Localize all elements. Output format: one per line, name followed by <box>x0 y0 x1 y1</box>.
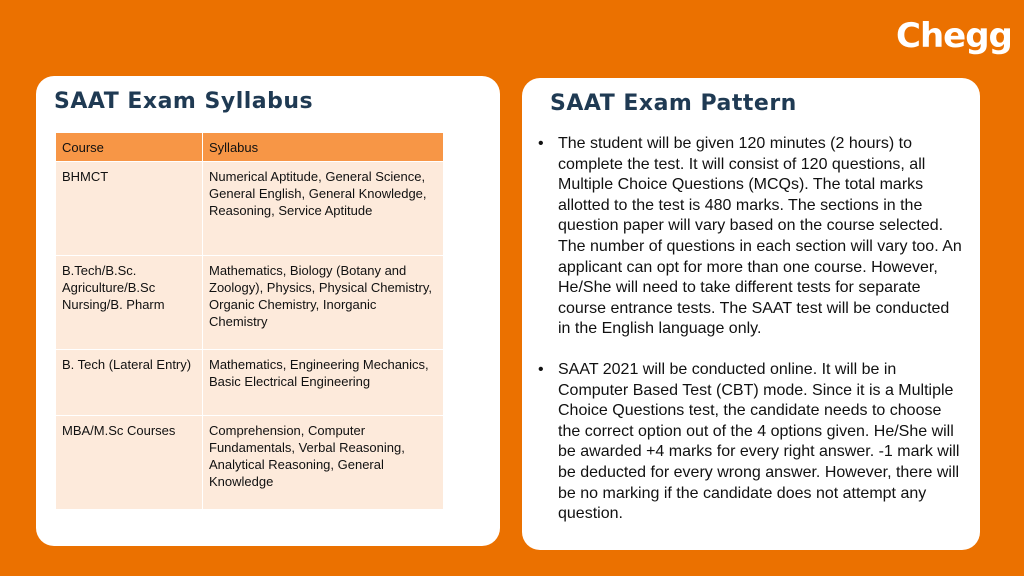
table-row <box>56 416 444 510</box>
course-cell: BHMCT <box>56 162 203 256</box>
column-header-course: Course <box>56 133 203 162</box>
syllabus-cell: Mathematics, Engineering Mechanics, Basic Electrical Engineering <box>203 350 444 416</box>
syllabus-card <box>36 76 500 546</box>
pattern-title: SAAT Exam Pattern <box>550 91 797 116</box>
syllabus-cell: Mathematics, Biology (Botany and Zoology), Physics, Physical Chemistry, Organic Chemistry, Inorganic Chemistry <box>203 256 444 350</box>
table-row <box>56 350 444 416</box>
pattern-point-text: SAAT 2021 will be conducted online. It will be in Computer Based Test (CBT) mode. Since it is a Multiple Choice Questions test, the candidate needs to choose the correct option out of the 4 options given. He/She will be awarded +4 marks for every right answer. -1 mark will be deducted for every wrong answer. However, there will be no marking if the candidate does not attempt any question. <box>558 360 960 523</box>
course-cell: MBA/M.Sc Courses <box>56 416 203 510</box>
list-item <box>538 360 962 525</box>
list-item <box>538 134 962 340</box>
table-row <box>56 256 444 350</box>
table-row <box>56 162 444 256</box>
course-cell: B.Tech/B.Sc. Agriculture/B.Sc Nursing/B. Pharm <box>56 256 203 350</box>
chegg-logo: Chegg <box>896 16 1012 56</box>
column-header-syllabus: Syllabus <box>203 133 444 162</box>
pattern-point-text: The student will be given 120 minutes (2 hours) to complete the test. It will consist of 120 questions, all Multiple Choice Questions (MCQs). The total marks allotted to the test is 480 marks. The sections in the question paper will vary based on the course selected. The number of questions in each section will vary too. An applicant can opt for more than one course. However, He/She will need to take different tests for separate course entrance tests. The SAAT test will be conducted in the English language only. <box>558 135 962 338</box>
course-cell: B. Tech (Lateral Entry) <box>56 350 203 416</box>
pattern-list <box>538 134 962 525</box>
bullet-icon: • <box>538 360 544 378</box>
pattern-card <box>522 78 980 550</box>
syllabus-title: SAAT Exam Syllabus <box>54 89 314 114</box>
syllabus-cell: Numerical Aptitude, General Science, General English, General Knowledge, Reasoning, Service Aptitude <box>203 162 444 256</box>
bullet-icon: • <box>538 135 544 152</box>
syllabus-table <box>55 132 444 510</box>
table-header-row <box>56 133 444 162</box>
syllabus-cell: Comprehension, Computer Fundamentals, Verbal Reasoning, Analytical Reasoning, General Knowledge <box>203 416 444 510</box>
